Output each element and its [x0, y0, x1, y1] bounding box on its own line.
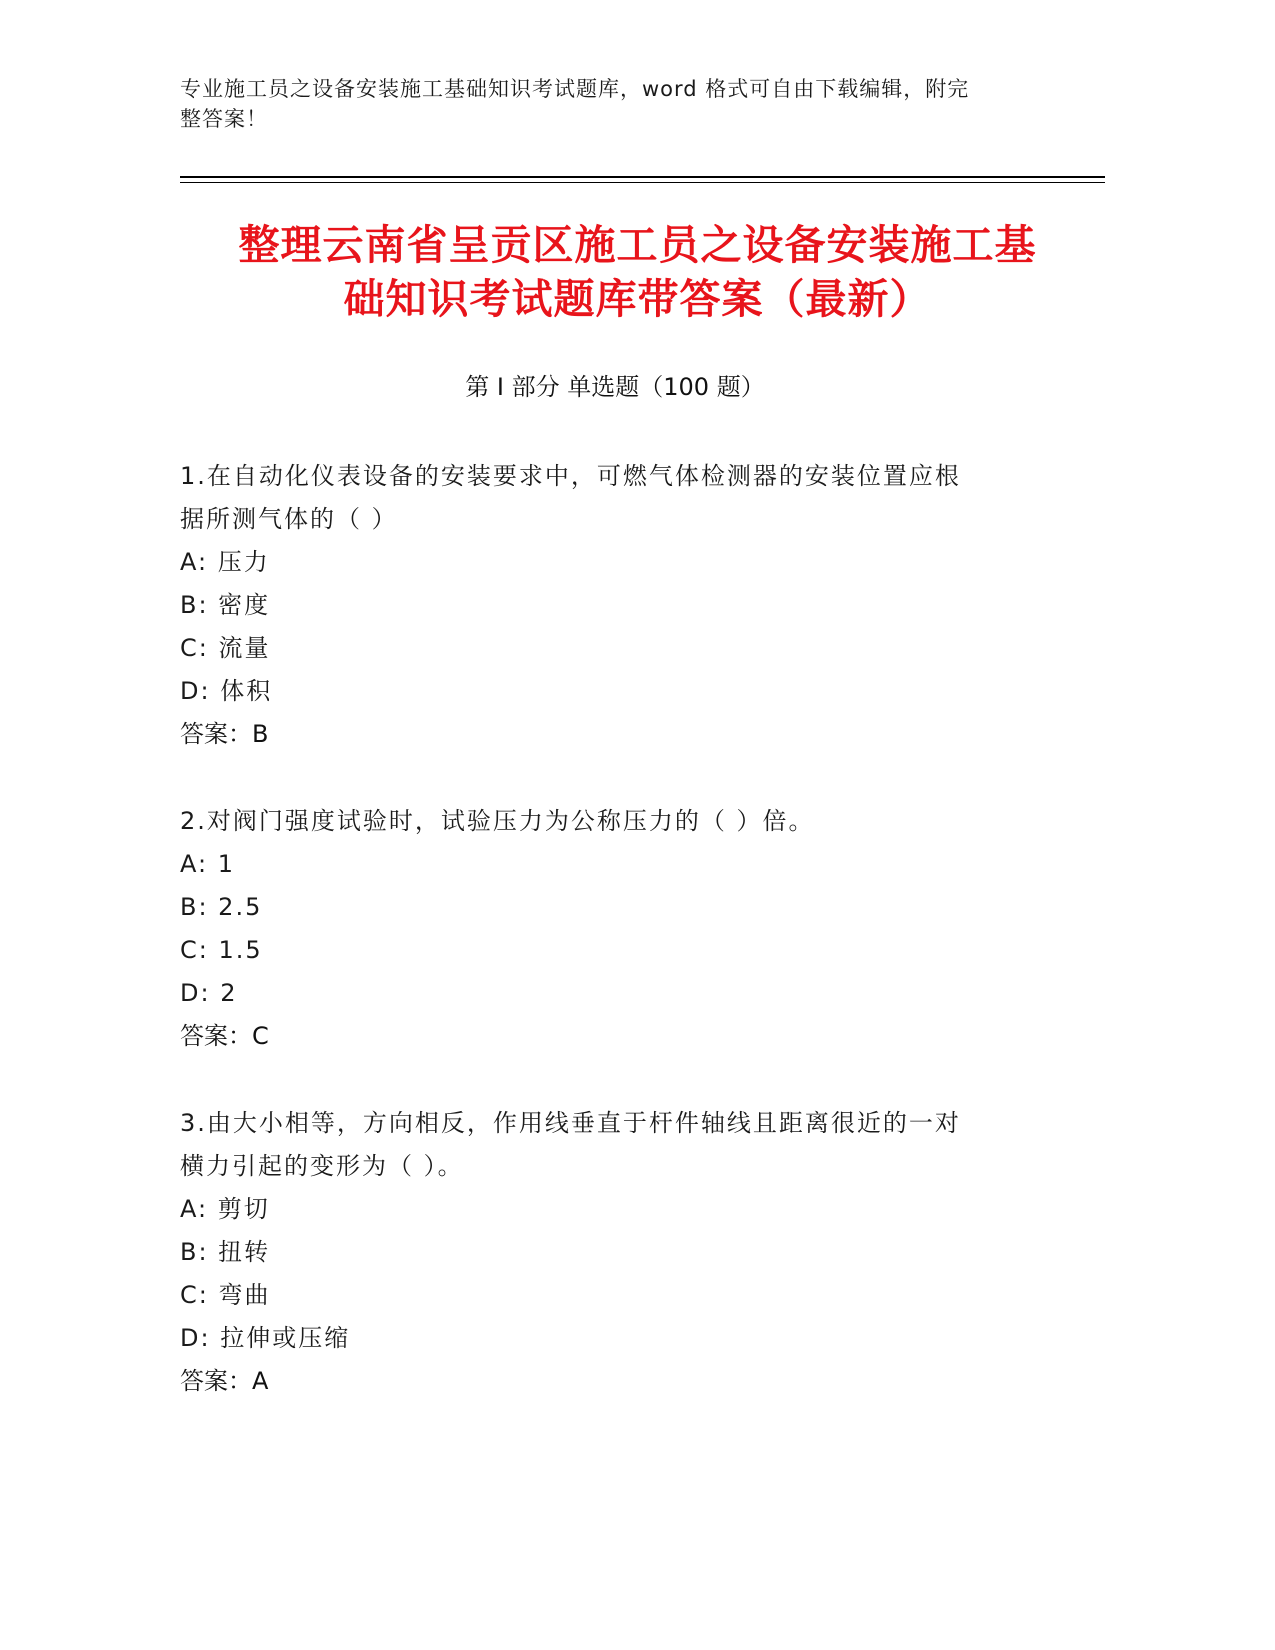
document-title-line-2: 础知识考试题库带答案（最新） [343, 275, 932, 323]
answer-line: 答案：C [180, 1022, 269, 1050]
document-title-line-1: 整理云南省呈贡区施工员之设备安装施工基 [238, 221, 1037, 269]
answer-line: 答案：A [180, 1367, 269, 1395]
question-list [180, 455, 1050, 1447]
option-a: A: 1 [180, 850, 235, 878]
question-3 [180, 1102, 1050, 1403]
header-note-line-2: 整答案！ [180, 107, 268, 131]
document-title [160, 218, 1115, 326]
option-d: D: 体积 [180, 677, 273, 705]
question-stem-line-1: 3.由大小相等，方向相反，作用线垂直于杆件轴线且距离很近的一对 [180, 1109, 961, 1137]
option-c: C: 1.5 [180, 936, 263, 964]
option-b: B: 2.5 [180, 893, 263, 921]
answer-line: 答案：B [180, 720, 269, 748]
option-c: C: 弯曲 [180, 1281, 271, 1309]
option-b: B: 密度 [180, 591, 271, 619]
section-heading: 第 I 部分 单选题（100 题） [465, 373, 765, 401]
option-d: D: 拉伸或压缩 [180, 1324, 351, 1352]
option-b: B: 扭转 [180, 1238, 271, 1266]
option-d: D: 2 [180, 979, 238, 1007]
question-stem-line-1: 2.对阀门强度试验时，试验压力为公称压力的（ ）倍。 [180, 807, 815, 835]
question-stem-line-1: 1.在自动化仪表设备的安装要求中，可燃气体检测器的安装位置应根 [180, 462, 961, 490]
header-note [180, 74, 1060, 134]
option-a: A: 压力 [180, 548, 270, 576]
question-stem-line-2: 横力引起的变形为（ ）。 [180, 1152, 464, 1180]
question-2 [180, 800, 1050, 1058]
question-1 [180, 455, 1050, 756]
question-stem-line-2: 据所测气体的（ ） [180, 505, 398, 533]
option-a: A: 剪切 [180, 1195, 270, 1223]
header-rule-thin [180, 182, 1105, 183]
option-c: C: 流量 [180, 634, 271, 662]
header-rule-thick [180, 176, 1105, 178]
header-note-line-1: 专业施工员之设备安装施工基础知识考试题库，word 格式可自由下载编辑，附完 [180, 77, 970, 101]
